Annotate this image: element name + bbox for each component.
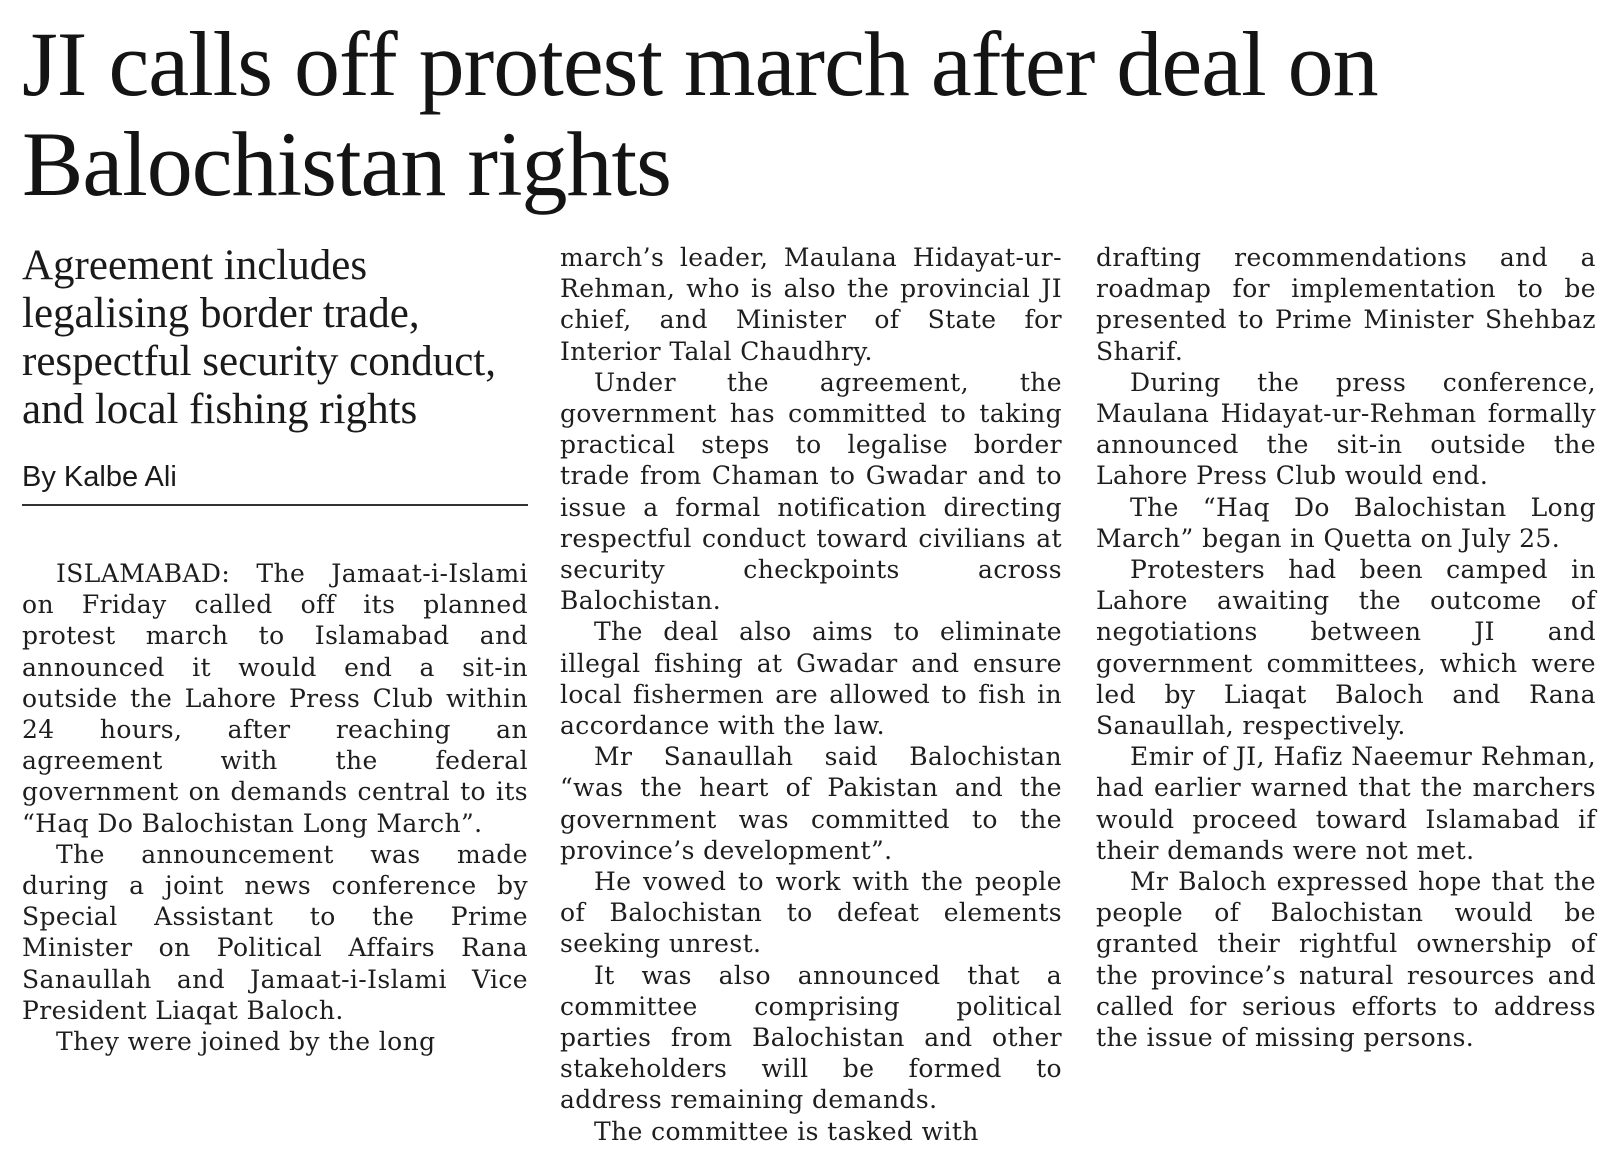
headline: JI calls off protest march after deal on Balochistan rights — [22, 13, 1378, 215]
paragraph: He vowed to work with the people of Balochistan to defeat elements seeking unrest. — [560, 867, 1062, 959]
paragraph: The committee is tasked with — [594, 1116, 979, 1146]
paragraph: Under the agreement, the government has committed to taking practical steps to legalise border trade from Chaman to Gwadar and to issue a formal notification directing respectful conduct toward civilians at security checkpoints across Balochistan. — [560, 367, 1062, 616]
column-2 — [560, 242, 1062, 1147]
paragraph: Emir of JI, Hafiz Naeemur Rehman, had earlier warned that the marchers would proceed toward Islamabad if their demands were not met. — [1096, 742, 1596, 865]
paragraph: Mr Sanaullah said Balochistan “was the heart of Pakistan and the government was committed to the province’s development”. — [560, 742, 1062, 865]
column-1 — [22, 242, 528, 1057]
paragraph-continuation: drafting recommendations and a roadmap for implementation to be presented to Prime Minister Shehbaz Sharif. — [1096, 243, 1596, 366]
paragraph: During the press conference, Maulana Hidayat-ur-Rehman formally announced the sit-in outside the Lahore Press Club would end. — [1096, 367, 1596, 491]
paragraph: ISLAMABAD: The Jamaat-i-Islami on Friday called off its planned protest march to Islamabad and announced it would end a sit-in outside the Lahore Press Club within 24 hours, after reaching an agreement with the federal government on demands central to its “Haq Do Balochistan Long March”. — [22, 559, 528, 838]
column-1-body — [22, 558, 528, 1057]
byline: By Kalbe Ali — [22, 460, 528, 506]
paragraph: The announcement was made during a joint news conference by Special Assistant to the Prime Minister on Political Affairs Rana Sanaullah and Jamaat-i-Islami Vice President Liaqat Baloch. — [22, 839, 528, 1025]
paragraph: Mr Baloch expressed hope that the people of Balochistan would be granted their rightful ownership of the province’s natural resources and called for serious efforts to address the issue of missing persons. — [1096, 867, 1596, 1053]
paragraph-continuation: march’s leader, Maulana Hidayat-ur-Rehman, who is also the provincial JI chief, and Minister of State for Interior Talal Chaudhry. — [560, 243, 1062, 366]
column-3 — [1096, 242, 1596, 1053]
paragraph: Protesters had been camped in Lahore awaiting the outcome of negotiations between JI and government committees, which were led by Liaqat Baloch and Rana Sanaullah, respectively. — [1096, 555, 1596, 741]
paragraph: It was also announced that a committee comprising political parties from Balochistan and other stakeholders will be formed to address remaining demands. — [560, 960, 1062, 1115]
subheadline: Agreement includes legalising border trade, respectful security conduct, and local fishing rights — [22, 242, 497, 433]
paragraph: The deal also aims to eliminate illegal fishing at Gwadar and ensure local fishermen are allowed to fish in accordance with the law. — [560, 617, 1062, 741]
paragraph: The “Haq Do Balochistan Long March” began in Quetta on July 25. — [1096, 492, 1596, 553]
paragraph: They were joined by the long — [56, 1027, 436, 1057]
